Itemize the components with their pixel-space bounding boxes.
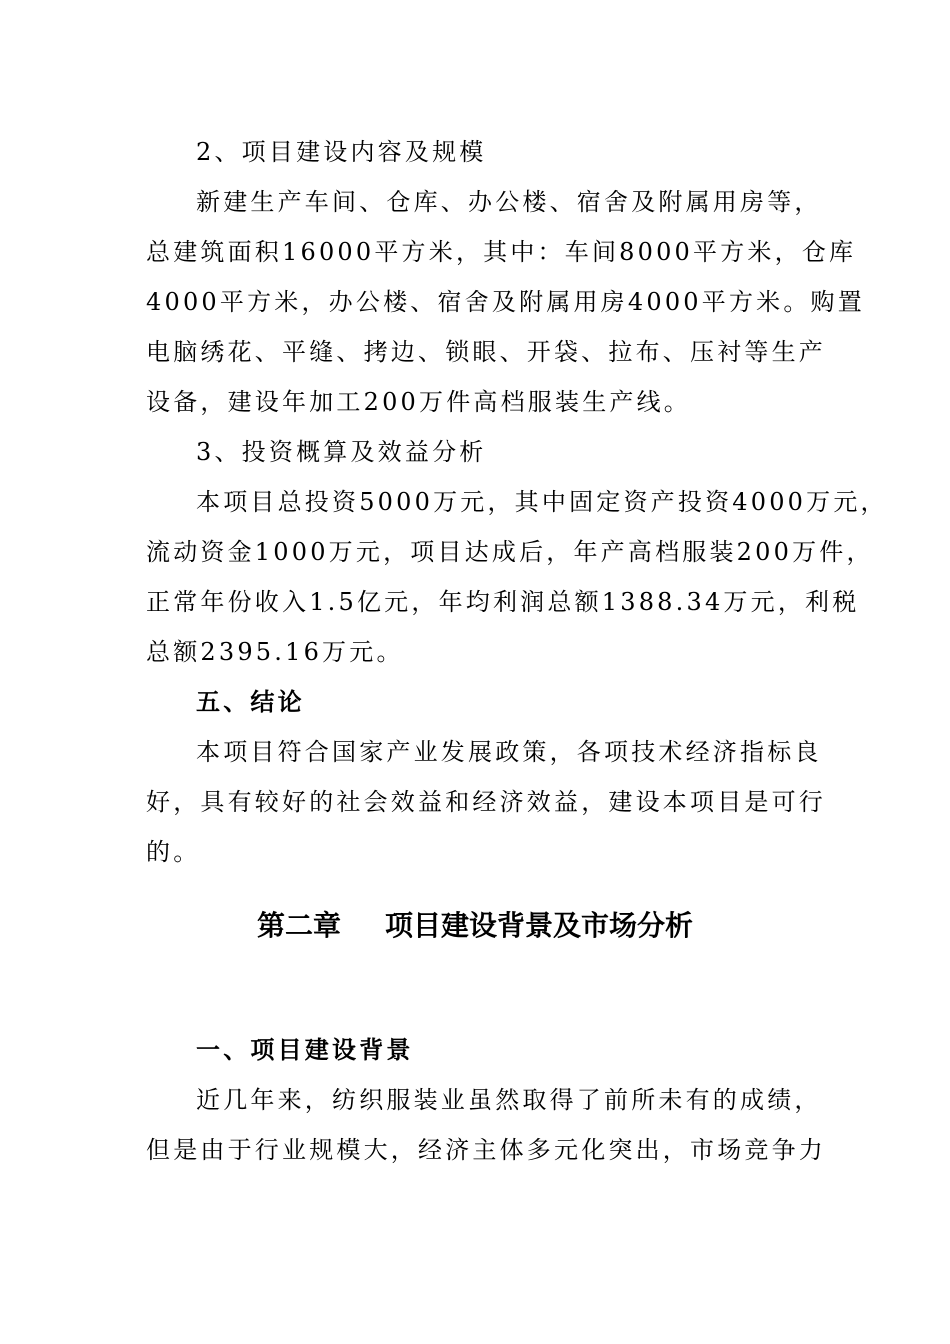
background-heading: 一、项目建设背景 bbox=[196, 1036, 414, 1064]
paragraph-line: 但是由于行业规模大，经济主体多元化突出，市场竞争力 bbox=[146, 1136, 826, 1164]
chapter-title bbox=[0, 906, 950, 946]
chapter-heading: 项目建设背景及市场分析 bbox=[385, 909, 694, 942]
paragraph-line: 近几年来，纺织服装业虽然取得了前所未有的成绩， bbox=[196, 1086, 822, 1114]
paragraph-line: 本项目总投资5000万元，其中固定资产投资4000万元， bbox=[196, 488, 888, 516]
paragraph-line: 本项目符合国家产业发展政策，各项技术经济指标良 bbox=[196, 738, 822, 766]
section-3-heading: 3、投资概算及效益分析 bbox=[196, 438, 487, 466]
paragraph-line: 的。 bbox=[146, 838, 201, 866]
paragraph-line: 设备，建设年加工200万件高档服装生产线。 bbox=[146, 388, 692, 416]
paragraph-line: 总建筑面积16000平方米，其中：车间8000平方米，仓库 bbox=[146, 238, 857, 266]
paragraph-line: 好，具有较好的社会效益和经济效益，建设本项目是可行 bbox=[146, 788, 826, 816]
chapter-number: 第二章 bbox=[256, 909, 341, 942]
paragraph-line: 新建生产车间、仓库、办公楼、宿舍及附属用房等， bbox=[196, 188, 822, 216]
paragraph-line: 电脑绣花、平缝、拷边、锁眼、开袋、拉布、压衬等生产 bbox=[146, 338, 826, 366]
paragraph-line: 总额2395.16万元。 bbox=[146, 638, 404, 666]
conclusion-heading: 五、结论 bbox=[196, 688, 305, 716]
paragraph-line: 流动资金1000万元，项目达成后，年产高档服装200万件， bbox=[146, 538, 874, 566]
paragraph-line: 正常年份收入1.5亿元，年均利润总额1388.34万元，利税 bbox=[146, 588, 860, 616]
paragraph-line: 4000平方米，办公楼、宿舍及附属用房4000平方米。购置 bbox=[146, 288, 865, 316]
section-2-heading: 2、项目建设内容及规模 bbox=[196, 138, 487, 166]
